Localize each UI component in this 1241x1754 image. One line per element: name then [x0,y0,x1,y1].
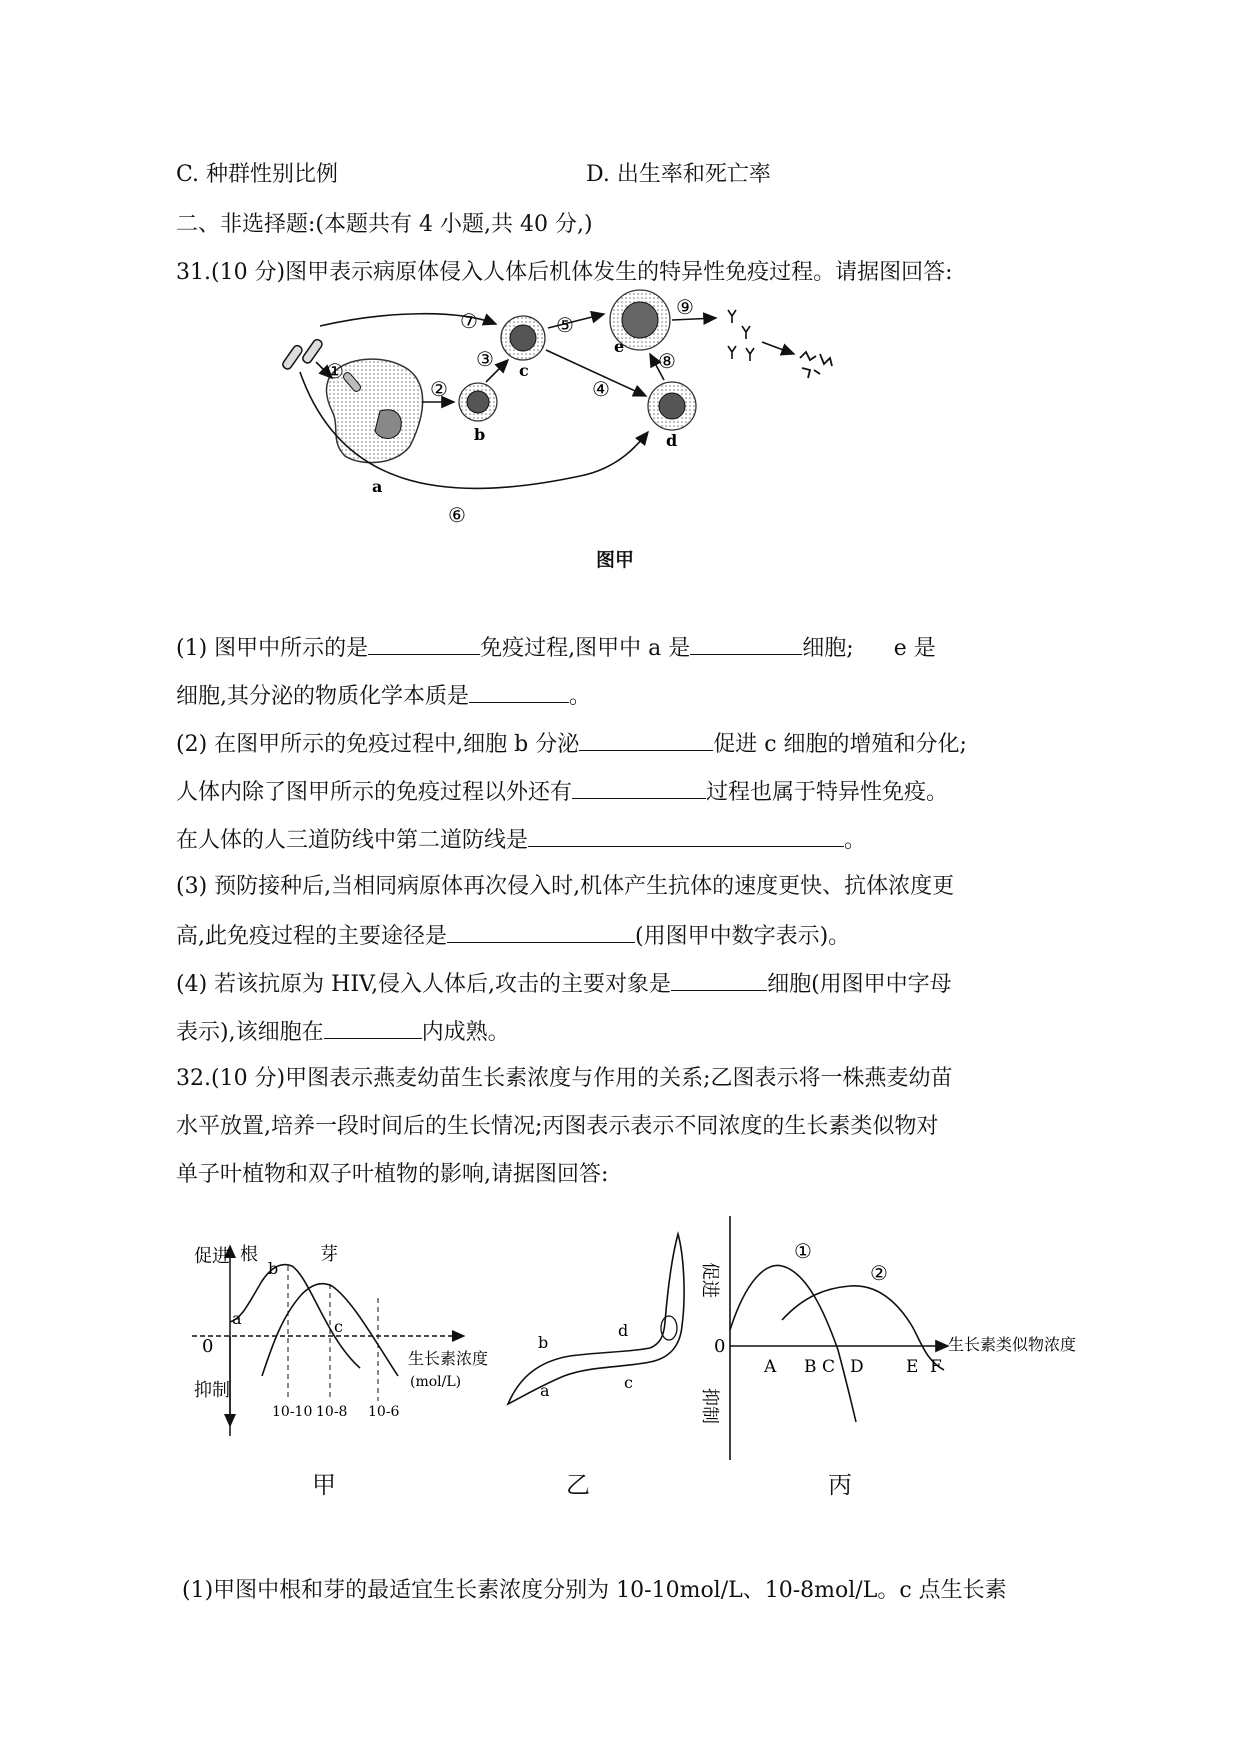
q31-part4-line2: 表示),该细胞在 内成熟。 [176,1016,510,1048]
cell-label-a: a [372,477,383,496]
point-b-label: b [268,1259,279,1278]
cell-b [459,383,497,421]
y-label-promote: 促进 [699,1262,720,1298]
step-5: ⑤ [556,313,574,337]
q31-stem: 31.(10 分)图甲表示病原体侵入人体后机体发生的特异性免疫过程。请据图回答: [176,260,953,285]
bud-label: 芽 [320,1244,338,1265]
step-9: ⑨ [676,295,694,319]
tick-1e-8: 10-8 [316,1404,348,1420]
tick-F: F [930,1357,942,1377]
y-label-inhibit: 抑制 [699,1388,720,1424]
section-heading: 二、非选择题:(本题共有 4 小题,共 40 分,) [176,212,593,237]
point-a-label: a [540,1381,550,1400]
cell-d [648,382,696,430]
antibody-icon [728,310,754,361]
seedling-outline [508,1234,684,1404]
root-label: 根 [240,1244,258,1265]
curve-1 [730,1265,856,1422]
cell-label-c: c [519,361,529,380]
q31-part2-line3: 在人体的人三道防线中第二道防线是 。 [176,824,866,856]
pathogen-icon [281,338,323,370]
q32-part1: (1)甲图中根和芽的最适宜生长素浓度分别为 10-10mol/L、10-8mol/L。c 点生长素 [182,1578,1007,1603]
x-axis-unit: (mol/L) [410,1374,462,1390]
auxin-curve-figure-jia [192,1226,492,1476]
q32-stem-line2: 水平放置,培养一段时间后的生长情况;丙图表示表示不同浓度的生长素类似物对 [176,1114,939,1139]
q31-part1-line2: 细胞,其分泌的物质化学本质是 。 [176,680,591,712]
curve-2-label: ② [870,1261,888,1285]
tick-D: D [850,1357,864,1377]
y-label-promote: 促进 [194,1246,230,1267]
cell-label-d: d [666,431,678,450]
option-d: D. 出生率和死亡率 [586,162,771,187]
q31-part1-line1: (1) 图甲中所示的是 免疫过程,图甲中 a 是 细胞; e 是 [176,632,936,664]
seedling-figure-yi [500,1226,680,1426]
arrow-antibody [762,342,794,354]
tick-E: E [906,1357,919,1377]
y-label-inhibit: 抑制 [194,1380,230,1401]
point-c-label: c [624,1373,633,1392]
step-6: ⑥ [448,503,466,527]
point-b-label: b [538,1333,549,1352]
point-a-label: a [232,1309,242,1328]
q31-part4-line1: (4) 若该抗原为 HIV,侵入人体后,攻击的主要对象是 细胞(用图甲中字母 [176,968,952,1000]
cell-label-b: b [474,425,486,444]
origin-label: 0 [714,1336,726,1357]
origin-label: 0 [202,1336,214,1357]
tick-1e-6: 10-6 [368,1404,400,1420]
tick-B: B [804,1357,817,1377]
q32-stem-line3: 单子叶植物和双子叶植物的影响,请据图回答: [176,1162,609,1187]
step-3: ③ [476,347,494,371]
antigen-antibody-complex-icon [800,352,832,378]
figure-caption-bing: 丙 [828,1471,852,1499]
point-c-label: c [334,1317,343,1336]
figure-caption-jia-2: 甲 [312,1471,336,1499]
auxin-analogue-figure-bing [686,1210,1096,1480]
q31-part2-line1: (2) 在图甲所示的免疫过程中,细胞 b 分泌 促进 c 细胞的增殖和分化; [176,728,967,760]
option-c: C. 种群性别比例 [176,162,339,187]
tick-C: C [822,1357,836,1377]
q31-part2-line2: 人体内除了图甲所示的免疫过程以外还有 过程也属于特异性免疫。 [176,776,948,808]
step-2: ② [430,377,448,401]
q32-stem-line1: 32.(10 分)甲图表示燕麦幼苗生长素浓度与作用的关系;乙图表示将一株燕麦幼苗 [176,1066,953,1091]
cell-c [501,316,545,360]
step-8: ⑧ [658,349,676,373]
step-7: ⑦ [460,309,478,333]
x-axis-label: 生长素浓度 [408,1349,489,1368]
step-4: ④ [592,377,610,401]
cell-label-e: e [614,337,625,356]
x-axis-label: 生长素类似物浓度 [948,1335,1077,1354]
tick-1e-10: 10-10 [272,1404,313,1420]
step-1: ① [326,359,344,383]
point-d-label: d [618,1321,629,1340]
figure-caption-yi: 乙 [566,1471,590,1499]
q31-part3-line2: 高,此免疫过程的主要途径是 (用图甲中数字表示)。 [176,920,850,952]
curve-1-label: ① [794,1239,812,1263]
figure-caption-jia: 图甲 [596,549,635,571]
q31-part3-line1: (3) 预防接种后,当相同病原体再次侵入时,机体产生抗体的速度更快、抗体浓度更 [176,874,955,899]
immune-process-figure [280,295,970,576]
tick-A: A [764,1357,777,1377]
